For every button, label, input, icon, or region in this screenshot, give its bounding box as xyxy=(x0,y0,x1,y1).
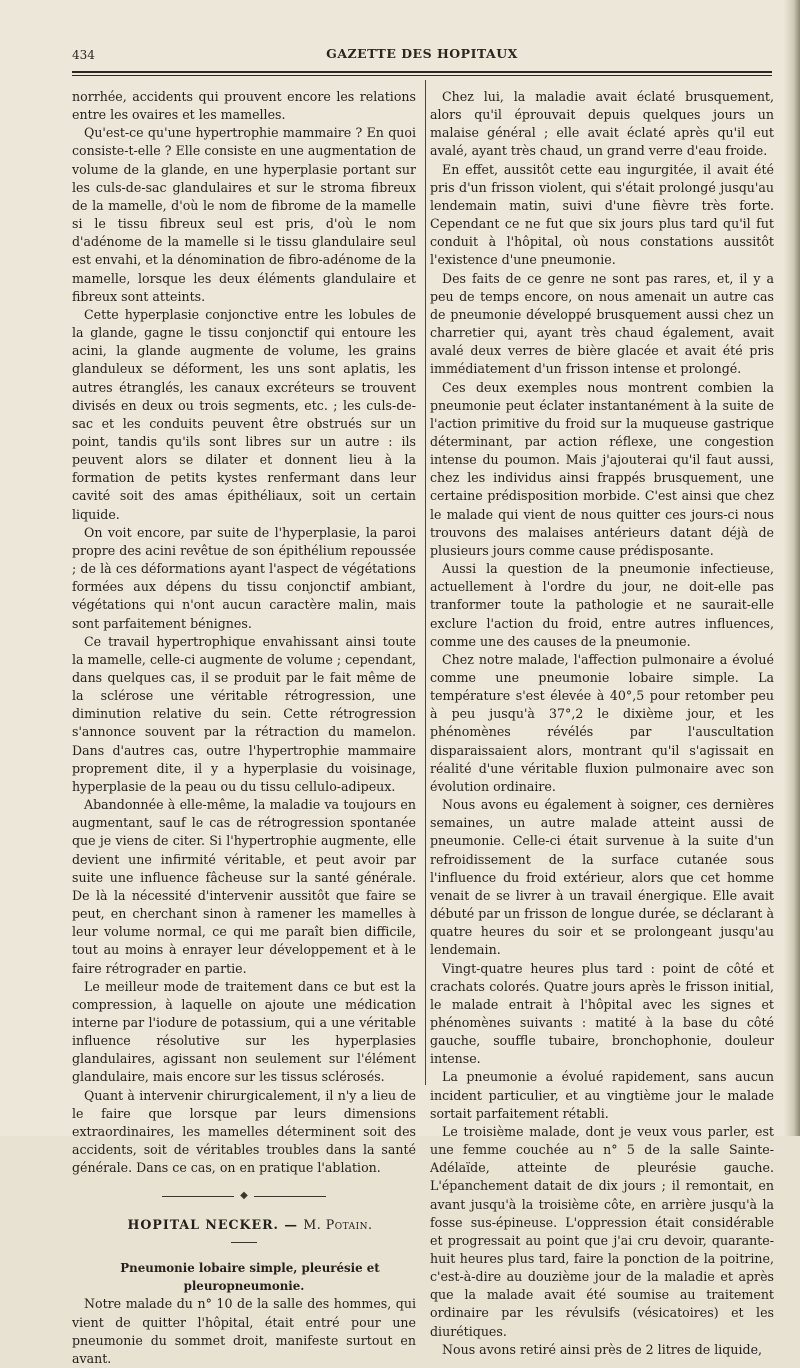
paragraph: Chez lui, la maladie avait éclaté brusquement, alors qu'il éprouvait depuis quelques jours un malaise général ; elle avait éclaté après qu'il eut avalé, ayant très chaud, un grand verre d'eau froide. xyxy=(430,89,774,159)
paragraph: Qu'est-ce qu'une hypertrophie mammaire ? En quoi consiste-t-elle ? Elle consiste en une augmentation de volume de la glande, en une hyperplasie portant sur les culs-de-sac glandulaires et sur le stroma fibreux de la mamelle, d'où le nom de fibrome de la mamelle si le tissu fibreux seul est pris, d'où le nom d'adénome de la mamelle si le tissu glandulaire seul est envahi, et la dénomination de fibro-adénome de la mamelle, lorsque les deux éléments glandulaire et fibreux sont atteints. xyxy=(72,125,416,304)
paragraph: Chez notre malade, l'affection pulmonaire a évolué comme une pneumonie lobaire simple. La température s'est élevée à 40°,5 pour retomber peu à peu jusqu'à 37°,2 le dixième jour, et les phénomènes révélés par l'auscultation disparaissaient alors, montrant qu'il s'agissait en réalité d'une véritable fluxion pulmonaire avec son évolution ordinaire. xyxy=(430,651,774,794)
header-rule-thin xyxy=(72,75,772,76)
right-column xyxy=(430,88,774,1359)
paragraph: Nous avons eu également à soigner, ces dernières semaines, un autre malade atteint aussi de pneumonie. Celle-ci était survenue à la suite d'un refroidissement de la surface cutanée sous l'influence du froid extérieur, alors que cet homme venait de se livrer à un travail énergique. Elle avait débuté par un frisson de longue durée, se déclarant à quatre heures du soir et se prolongeant jusqu'au lendemain. xyxy=(430,797,774,958)
paragraph: La pneumonie a évolué rapidement, sans aucun incident particulier, et au vingtième jour le malade sortait parfaitement rétabli. xyxy=(430,1069,774,1121)
paragraph: Cette hyperplasie conjonctive entre les lobules de la glande, gagne le tissu conjonctif qui entoure les acini, la glande augmente de volume, les grains glanduleux se déforment, les uns sont aplatis, les autres étranglés, les canaux excréteurs se trouvent divisés en deux ou trois segments, etc. ; les culs-de-sac et les conduits peuvent être obstrués sur un point, tandis qu'ils sont libres sur un autre : ils peuvent alors se dilater et donnent lieu à la formation de petits kystes renfermant dans leur cavité soit des amas épithéliaux, soit un certain liquide. xyxy=(72,306,416,522)
hospital-name: HOPITAL NECKER. — xyxy=(127,1216,298,1232)
page-edge-shadow xyxy=(784,0,800,1136)
paragraph: norrhée, accidents qui prouvent encore les relations entre les ovaires et les mamelles. xyxy=(72,89,416,123)
paragraph: Nous avons retiré ainsi près de 2 litres de liquide, xyxy=(442,1341,763,1357)
paragraph: On voit encore, par suite de l'hyperplasie, la paroi propre des acini revêtue de son épithélium repoussée ; de là ces déformations ayant l'aspect de végétations formées aux dépens du tissu conjonctif ambiant, végétations qui n'ont aucun caractère malin, mais sont parfaitement bénignes. xyxy=(72,524,416,631)
paragraph: Abandonnée à elle-même, la maladie va toujours en augmentant, sauf le cas de rétrogression spontanée que je viens de citer. Si l'hypertrophie augmente, elle devient une infirmité véritable, et peut avoir par suite une influence fâcheuse sur la santé générale. De là la nécessité d'intervenir aussitôt que faire se peut, en cherchant sinon à ramener les mamelles à leur volume normal, ce qui me paraît bien difficile, tout au moins à enrayer leur développement et à le faire rétrograder en partie. xyxy=(72,797,416,976)
section-separator: ◆ xyxy=(72,1191,416,1202)
paragraph: Aussi la question de la pneumonie infectieuse, actuellement à l'ordre du jour, ne doit-elle pas tranformer toute la pathologie et ne saurait-elle exclure l'action du froid, entre autres influences, comme une des causes de la pneumonie. xyxy=(430,561,774,649)
paragraph: Vingt-quatre heures plus tard : point de côté et crachats colorés. Quatre jours après le frisson initial, le malade entrait à l'hôpital avec les signes et phénomènes suivants : matité à la base du côté gauche, souffle tubaire, bronchophonie, douleur intense. xyxy=(430,960,774,1067)
paragraph: Ce travail hypertrophique envahissant ainsi toute la mamelle, celle-ci augmente de volume ; cependant, dans quelques cas, il se produit par le fait même de la sclérose une véritable rétrogression, une diminution relative du sein. Cette rétrogression s'annonce souvent par la rétraction du mamelon. Dans d'autres cas, outre l'hypertrophie mammaire proprement dite, il y a hyperplasie du voisinage, hyperplasie de la peau ou du tissu cellulo-adipeux. xyxy=(72,633,416,794)
paragraph: Le meilleur mode de traitement dans ce but est la compression, à laquelle on ajoute une médication interne par l'iodure de potassium, qui a une véritable influence résolutive sur les hyperplasies glandulaires, agissant non seulement sur l'élément glandulaire, mais encore sur les tissus sclérosés. xyxy=(72,978,416,1085)
column-divider xyxy=(425,80,426,1085)
paragraph: Le troisième malade, dont je veux vous parler, est une femme couchée au n° 5 de la salle Sainte-Adélaïde, atteinte de pleurésie gauche. L'épanchement datait de dix jours ; il remontait, en avant jusqu'à la troisième côte, en arrière jusqu'à la fosse sus-épineuse. L'oppression était considérable et progressait au point que j'ai cru devoir, quarante-huit heures plus tard, faire la ponction de la poitrine, c'est-à-dire au douzième jour de la maladie et après que la malade avait été soumise au traitement ordinaire par les révulsifs (vésicatoires) et les diurétiques. xyxy=(430,1123,774,1339)
article-title: Pneumonie lobaire simple, pleurésie et pleuropneumonie. xyxy=(120,1261,380,1294)
paragraph: En effet, aussitôt cette eau ingurgitée, il avait été pris d'un frisson violent, qui s'était prolongé jusqu'au lendemain matin, suivi d'une fièvre très forte. Cependant ce ne fut que six jours plus tard qu'il fut conduit à l'hôpital, où nous constations aussitôt l'existence d'une pneumonie. xyxy=(430,161,774,268)
section-author: M. Potain. xyxy=(303,1216,373,1232)
heading-rule xyxy=(231,1242,257,1243)
page-header xyxy=(72,46,772,66)
paragraph: Notre malade du n° 10 de la salle des hommes, qui vient de quitter l'hôpital, était entré pour une pneumonie du sommet droit, manifeste surtout en avant. xyxy=(72,1296,416,1366)
header-rule-thick xyxy=(72,71,772,73)
page-number: 434 xyxy=(72,48,95,62)
paragraph: Quant à intervenir chirurgicalement, il n'y a lieu de le faire que lorsque par leurs dimensions extraordinaires, les mamelles déterminent soit des accidents, soit de véritables troubles dans la santé générale. Dans ce cas, on en pratique l'ablation. xyxy=(72,1087,416,1176)
paragraph: Ces deux exemples nous montrent combien la pneumonie peut éclater instantanément à la suite de l'action primitive du froid sur la muqueuse gastrique déterminant, par action réflexe, une congestion intense du poumon. Mais j'ajouterai qu'il faut aussi, chez les individus ainsi frappés brusquement, une certaine prédisposition morbide. C'est ainsi que chez le malade qui vient de nous quitter ces jours-ci nous trouvons des malaises antérieurs datant déjà de plusieurs jours comme cause prédisposante. xyxy=(430,379,774,558)
journal-title: GAZETTE DES HOPITAUX xyxy=(326,46,518,61)
left-column xyxy=(72,88,416,1368)
paragraph: Des faits de ce genre ne sont pas rares, et, il y a peu de temps encore, on nous amenait un autre cas de pneumonie développé brusquement aussi chez un charretier qui, ayant très chaud également, avait avalé deux verres de bière glacée et avait été pris immédiatement d'un frisson intense et prolongé. xyxy=(430,270,774,377)
section-heading xyxy=(72,1216,416,1234)
